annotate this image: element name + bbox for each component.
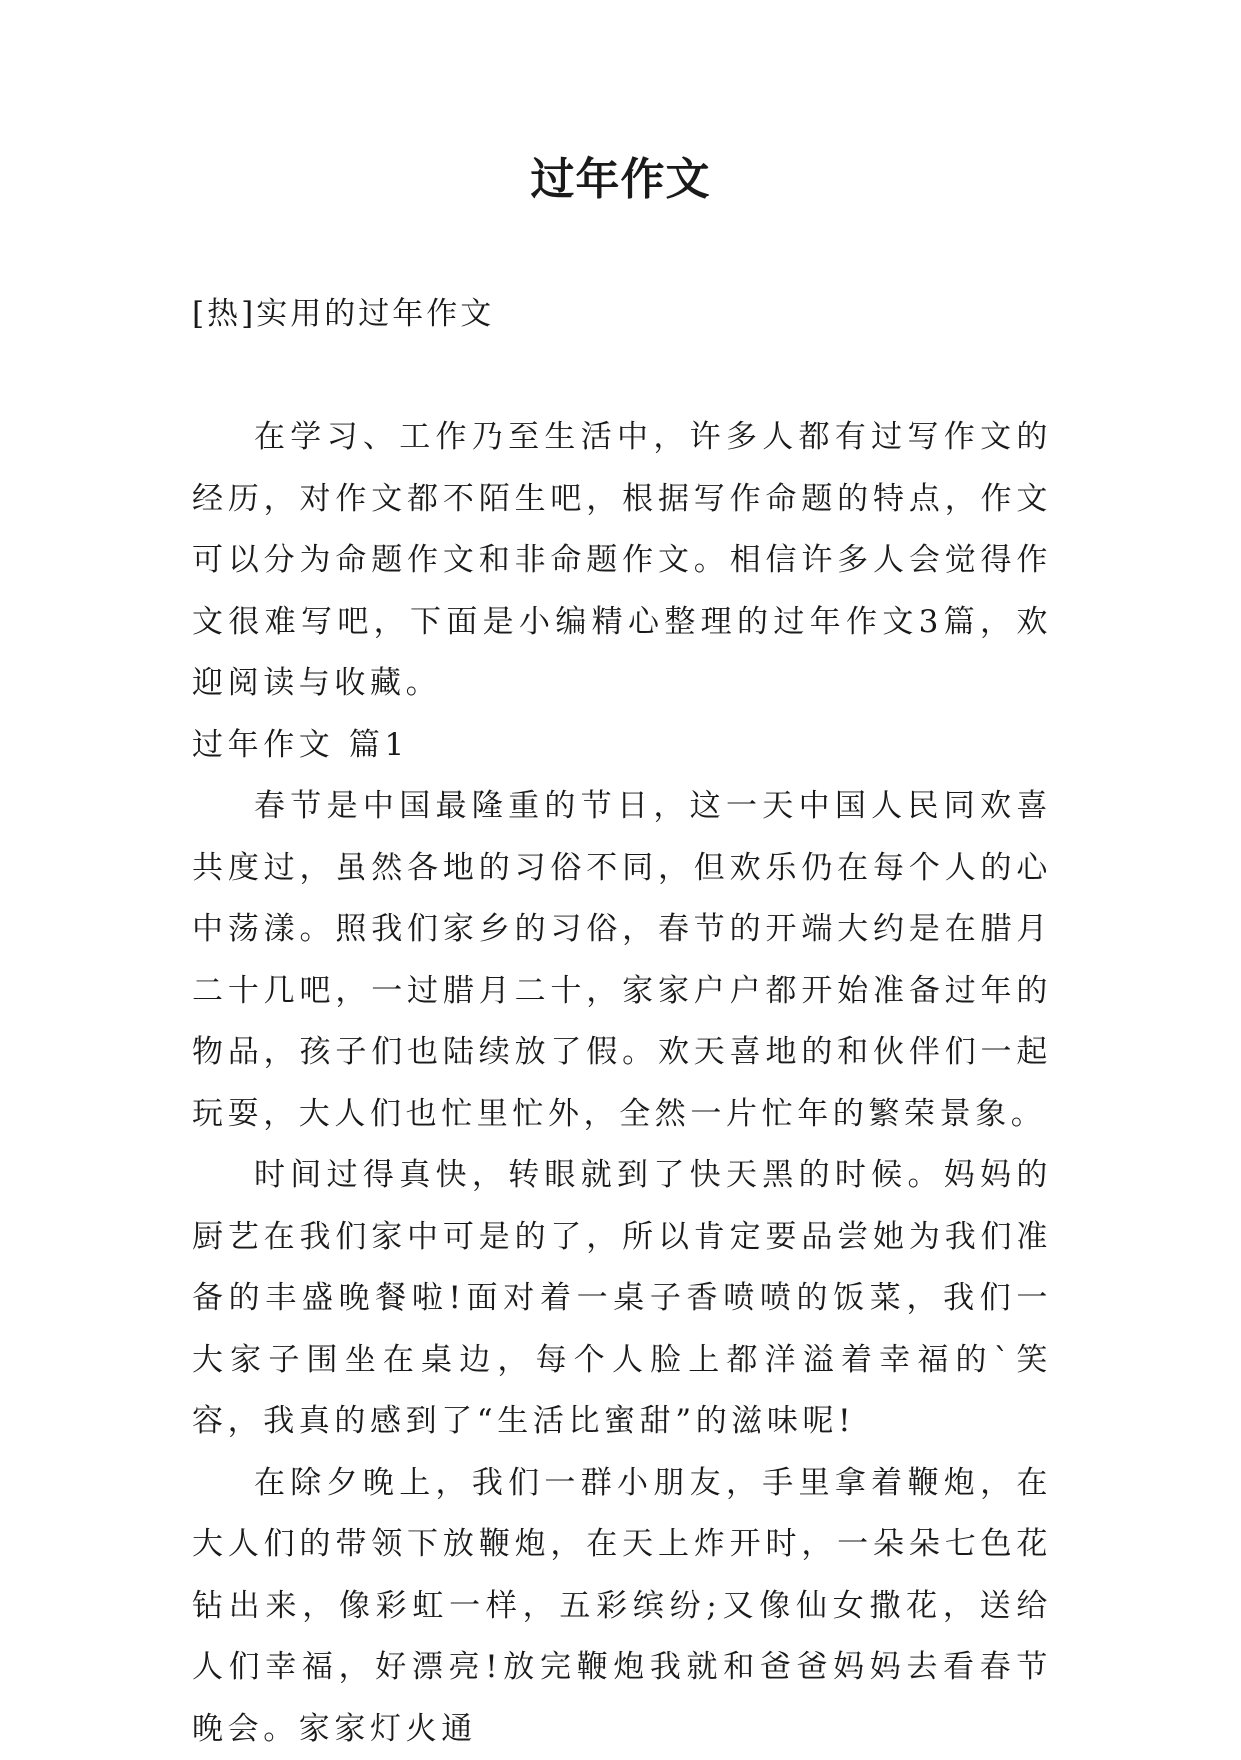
document-title: 过年作文	[0, 150, 1241, 210]
intro-paragraph: 在学习、工作乃至生活中，许多人都有过写作文的经历，对作文都不陌生吧，根据写作命题的特点，作文可以分为命题作文和非命题作文。相信许多人会觉得作文很难写吧，下面是小编精心整理的过年作文3篇，欢迎阅读与收藏。	[192, 407, 1052, 715]
document-subtitle: [热]实用的过年作文	[192, 292, 494, 336]
document-body	[192, 407, 1052, 1760]
section-heading: 过年作文 篇1	[192, 715, 1052, 777]
body-paragraph-2: 时间过得真快，转眼就到了快天黑的时候。妈妈的厨艺在我们家中可是的了，所以肯定要品尝她为我们准备的丰盛晚餐啦!面对着一桌子香喷喷的饭菜，我们一大家子围坐在桌边，每个人脸上都洋溢着幸福的`笑容，我真的感到了“生活比蜜甜”的滋味呢!	[192, 1145, 1052, 1453]
body-paragraph-3: 在除夕晚上，我们一群小朋友，手里拿着鞭炮，在大人们的带领下放鞭炮，在天上炸开时，一朵朵七色花钻出来，像彩虹一样，五彩缤纷;又像仙女撒花，送给人们幸福，好漂亮!放完鞭炮我就和爸爸妈妈去看春节晚会。家家灯火通	[192, 1453, 1052, 1760]
body-paragraph-1: 春节是中国最隆重的节日，这一天中国人民同欢喜共度过，虽然各地的习俗不同，但欢乐仍在每个人的心中荡漾。照我们家乡的习俗，春节的开端大约是在腊月二十几吧，一过腊月二十，家家户户都开始准备过年的物品，孩子们也陆续放了假。欢天喜地的和伙伴们一起玩耍，大人们也忙里忙外，全然一片忙年的繁荣景象。	[192, 776, 1052, 1145]
